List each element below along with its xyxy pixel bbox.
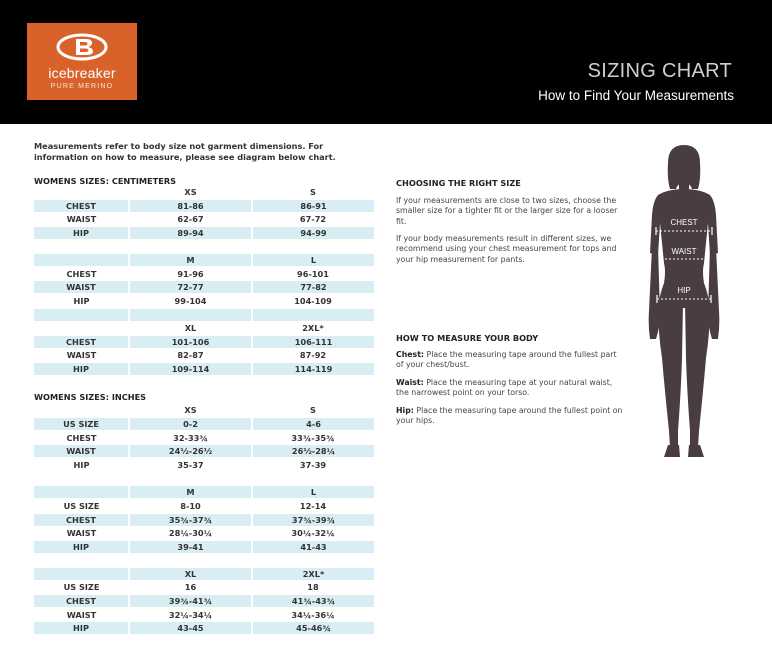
table-row (34, 336, 374, 348)
row-label: WAIST (34, 445, 128, 457)
hip-instruction (396, 406, 626, 427)
cell-value: 87-92 (299, 350, 327, 360)
row-label: US SIZE (34, 418, 128, 430)
cell-value: 39-41 (130, 541, 251, 553)
row-label: HIP (34, 363, 128, 375)
table-row (34, 622, 374, 634)
row-label: HIP (34, 541, 128, 553)
cell-value: 24½-26½ (130, 445, 251, 457)
cell-value: 106-111 (253, 336, 374, 348)
table-header-row (34, 404, 374, 416)
row-label: CHEST (34, 514, 128, 526)
row-label: US SIZE (63, 501, 100, 511)
size-header: M (130, 254, 251, 266)
cell-value: 104-109 (294, 296, 332, 306)
cell-value: 82-87 (177, 350, 204, 360)
row-label: HIP (73, 460, 90, 470)
table-row (34, 281, 374, 293)
cell-value: 0-2 (130, 418, 251, 430)
cell-value: 72-77 (130, 281, 251, 293)
chest-instruction (396, 350, 626, 371)
spacer-cell (34, 309, 128, 321)
cell-value: 86-91 (253, 200, 374, 212)
hip-figure-label: HIP (677, 286, 691, 295)
cell-value: 81-86 (130, 200, 251, 212)
icebreaker-logo-icon (56, 33, 108, 61)
row-label: WAIST (66, 214, 97, 224)
cell-value: 94-99 (253, 227, 374, 239)
silhouette (649, 145, 720, 457)
cell-value: 30¼-32¼ (291, 528, 335, 538)
cell-value: 89-94 (130, 227, 251, 239)
row-label: HIP (73, 296, 90, 306)
table-row (34, 514, 374, 526)
logo-wordmark: icebreaker (48, 65, 116, 81)
table-row (34, 445, 374, 457)
table-row (34, 581, 374, 593)
cell-value: 43-45 (130, 622, 251, 634)
row-label: WAIST (66, 610, 97, 620)
row-label: CHEST (66, 269, 97, 279)
cell-value: 8-10 (180, 501, 201, 511)
table-spacer-row (34, 309, 374, 321)
cell-value: 33¾-35¾ (291, 433, 335, 443)
cell-value: 67-72 (299, 214, 327, 224)
size-header: XS (184, 187, 197, 197)
hip-text: Place the measuring tape around the fullest point on your hips. (396, 406, 623, 426)
table-row (34, 268, 374, 280)
waist-figure-label: WAIST (671, 247, 697, 256)
cell-value: 45-46¾ (253, 622, 374, 634)
brand-logo[interactable] (27, 23, 137, 100)
cell-value: 114-119 (253, 363, 374, 375)
logo-tagline: PURE MERINO (50, 83, 114, 90)
row-label: CHEST (34, 595, 128, 607)
waist-text: Place the measuring tape at your natural waist, the narrowest point on your torso. (396, 378, 613, 398)
table-row (34, 363, 374, 375)
cell-value: 16 (184, 582, 197, 592)
table-header-row (34, 568, 374, 580)
cm-section-title: WOMENS SIZES: CENTIMETERS (34, 176, 177, 186)
cell-value: 4-6 (253, 418, 374, 430)
cell-value: 96-101 (297, 269, 329, 279)
size-header: S (310, 405, 316, 415)
cell-value: 12-14 (299, 501, 327, 511)
row-label: HIP (34, 622, 128, 634)
header-spacer (34, 486, 128, 498)
row-label: HIP (34, 227, 128, 239)
table-row (34, 200, 374, 212)
table-row (34, 295, 374, 307)
table-header-row (34, 486, 374, 498)
cell-value: 28¼-30¼ (168, 528, 213, 538)
page-subtitle: How to Find Your Measurements (538, 88, 734, 103)
chest-text: Place the measuring tape around the fullest part of your chest/bust. (396, 350, 617, 370)
cell-value: 62-67 (177, 214, 204, 224)
cell-value: 99-104 (174, 296, 207, 306)
body-measurement-figure (628, 143, 740, 463)
cell-value: 35-37 (177, 460, 204, 470)
header-spacer (34, 568, 128, 580)
cell-value: 34¼-36¼ (291, 610, 335, 620)
choosing-paragraph-1: If your measurements are close to two sizes, choose the smaller size for a tighter fit or the larger size for a looser fit. (396, 196, 618, 226)
size-header: L (253, 486, 374, 498)
page-title: SIZING CHART (587, 60, 732, 82)
cell-value: 77-82 (253, 281, 374, 293)
waist-label: Waist: (396, 378, 424, 387)
table-row (34, 500, 374, 512)
chest-label: Chest: (396, 350, 425, 359)
choosing-title: CHOOSING THE RIGHT SIZE (396, 178, 521, 188)
row-label: CHEST (34, 336, 128, 348)
inch-section-title: WOMENS SIZES: INCHES (34, 392, 147, 402)
row-label: WAIST (66, 528, 97, 538)
table-row (34, 541, 374, 553)
measure-title: HOW TO MEASURE YOUR BODY (396, 333, 539, 343)
row-label: WAIST (34, 281, 128, 293)
cell-value: 32-33¾ (173, 433, 208, 443)
size-header: 2XL* (302, 323, 324, 333)
cell-value: 41¾-43¾ (253, 595, 374, 607)
size-header: M (130, 486, 251, 498)
table-row (34, 213, 374, 225)
cell-value: 39¾-41¾ (130, 595, 251, 607)
table-row (34, 227, 374, 239)
table-row (34, 349, 374, 361)
size-header: S (310, 187, 316, 197)
table-row (34, 459, 374, 471)
size-header: XL (184, 323, 197, 333)
chest-figure-label: CHEST (670, 218, 698, 227)
waist-instruction (396, 378, 626, 399)
table-header-row (34, 322, 374, 334)
size-header: L (253, 254, 374, 266)
cell-value: 109-114 (130, 363, 251, 375)
table-header-row (34, 254, 374, 266)
row-label: CHEST (34, 200, 128, 212)
cell-value: 32¼-34¼ (168, 610, 213, 620)
row-label: CHEST (66, 433, 97, 443)
row-label: US SIZE (63, 582, 100, 592)
table-row (34, 595, 374, 607)
size-header: XS (184, 405, 197, 415)
cell-value: 26½-28¼ (253, 445, 374, 457)
cell-value: 37-39 (299, 460, 327, 470)
cell-value: 37¾-39¾ (253, 514, 374, 526)
spacer-cell (130, 309, 251, 321)
cell-value: 41-43 (253, 541, 374, 553)
header-spacer (34, 254, 128, 266)
cell-value: 18 (307, 582, 319, 592)
header-banner (0, 0, 772, 124)
table-header-row (34, 186, 374, 198)
table-row (34, 527, 374, 539)
row-label: WAIST (66, 350, 97, 360)
cell-value: 35¾-37¾ (130, 514, 251, 526)
choosing-paragraph-2: If your body measurements result in different sizes, we recommend using your chest measurement for tops and your hip measurement for pants. (396, 234, 617, 264)
table-row (34, 418, 374, 430)
cell-value: 101-106 (130, 336, 251, 348)
cell-value: 91-96 (177, 269, 204, 279)
table-row (34, 432, 374, 444)
size-header: 2XL* (253, 568, 374, 580)
hip-label: Hip: (396, 406, 414, 415)
size-header: XL (130, 568, 251, 580)
spacer-cell (253, 309, 374, 321)
intro-text: Measurements refer to body size not garment dimensions. For information on how to measure, please see diagram below chart. (34, 141, 336, 162)
table-row (34, 609, 374, 621)
